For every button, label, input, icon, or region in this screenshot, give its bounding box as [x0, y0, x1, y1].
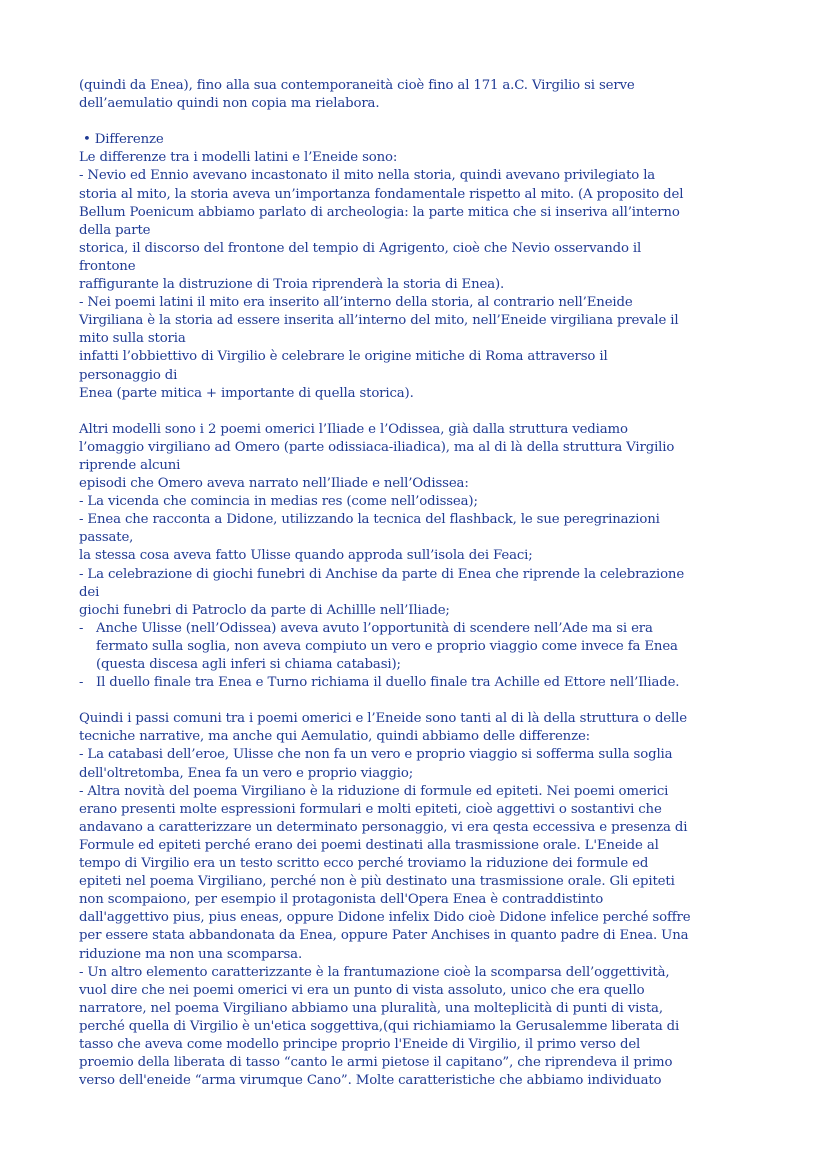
text-line: - Altra novità del poema Virgiliano è la riduzione di formule ed epiteti. Nei poemi omerici	[79, 783, 669, 799]
bullet-label: Differenze	[94, 132, 164, 148]
text-line: Il duello finale tra Enea e Turno richiama il duello finale tra Achille ed Ettore nell’Iliade.	[96, 675, 680, 691]
text-line: riduzione ma non una scomparsa.	[79, 946, 303, 962]
paragraph-intro	[79, 77, 751, 113]
text-line: - Enea che racconta a Didone, utilizzando la tecnica del flashback, le sue peregrinazioni	[79, 512, 660, 528]
dash-marker: -	[79, 675, 84, 691]
text-line: Virgiliana è la storia ad essere inserita all’interno del mito, nell’Eneide virgiliana prevale il	[79, 313, 679, 329]
text-line: della parte	[79, 222, 151, 238]
text-line: infatti l’obbiettivo di Virgilio è celebrare le origine mitiche di Roma attraverso il	[79, 349, 608, 365]
text-line: - La catabasi dell’eroe, Ulisse che non fa un vero e proprio viaggio si sofferma sulla soglia	[79, 747, 673, 763]
text-line: vuol dire che nei poemi omerici vi era un punto di vista assoluto, unico che era quello	[79, 982, 645, 998]
text-line: erano presenti molte espressioni formulari e molti epiteti, cioè aggettivi o sostantivi che	[79, 801, 662, 817]
text-line: riprende alcuni	[79, 457, 181, 473]
bullet-heading	[79, 131, 751, 149]
document-body	[79, 77, 751, 1090]
text-line: dell’aemulatio quindi non copia ma rielabora.	[79, 96, 380, 112]
text-line: - Nevio ed Ennio avevano incastonato il mito nella storia, quindi avevano privilegiato la	[79, 168, 656, 184]
text-line: per essere stata abbandonata da Enea, oppure Pater Anchises in quanto padre di Enea. Una	[79, 928, 689, 944]
blank-line	[79, 403, 751, 421]
text-line: non scompaiono, per esempio il protagonista dell'Opera Enea è contraddistinto	[79, 892, 604, 908]
dash-marker: -	[79, 620, 84, 636]
text-line: storica, il discorso del frontone del tempio di Agrigento, cioè che Nevio osservando il	[79, 240, 642, 256]
text-line: epiteti nel poema Virgiliano, perché non è più destinato una trasmissione orale. Gli epiteti	[79, 874, 675, 890]
text-line: - Un altro elemento caratterizzante è la frantumazione cioè la scomparsa dell’oggettività,	[79, 964, 670, 980]
text-line: storia al mito, la storia aveva un’importanza fondamentale rispetto al mito. (A proposito del	[79, 186, 684, 202]
text-line: dei	[79, 584, 100, 600]
paragraph-differences	[79, 710, 751, 1090]
text-line: narratore, nel poema Virgiliano abbiamo una pluralità, una molteplicità di punti di vista,	[79, 1000, 663, 1016]
text-line: episodi che Omero aveva narrato nell’Iliade e nell’Odissea:	[79, 476, 469, 492]
text-line: Le differenze tra i modelli latini e l’Eneide sono:	[79, 150, 398, 166]
text-line: fermato sulla soglia, non aveva compiuto un vero e proprio viaggio come invece fa Enea	[96, 638, 678, 654]
list-item	[79, 674, 751, 692]
paragraph-homeric-models	[79, 421, 751, 620]
text-line: andavano a caratterizzare un determinato personaggio, vi era qesta eccessiva e presenza di	[79, 819, 688, 835]
text-line: proemio della liberata di tasso “canto le armi pietose il capitano”, che riprendeva il primo	[79, 1055, 673, 1071]
text-line: Enea (parte mitica + importante di quella storica).	[79, 385, 414, 401]
bullet-symbol: •	[83, 132, 91, 148]
text-line: Bellum Poenicum abbiamo parlato di archeologia: la parte mitica che si inseriva all’interno	[79, 204, 680, 220]
text-line: giochi funebri di Patroclo da parte di Achillle nell’Iliade;	[79, 602, 450, 618]
text-line: l’omaggio virgiliano ad Omero (parte odissiaca-iliadica), ma al di là della struttura Virgilio	[79, 439, 675, 455]
text-line: la stessa cosa aveva fatto Ulisse quando approda sull’isola dei Feaci;	[79, 548, 533, 564]
text-line: mito sulla storia	[79, 331, 186, 347]
text-line: - La celebrazione di giochi funebri di Anchise da parte di Enea che riprende la celebrazione	[79, 566, 685, 582]
blank-line	[79, 692, 751, 710]
text-line: verso dell'eneide “arma virumque Cano”. Molte caratteristiche che abbiamo individuato	[79, 1073, 662, 1089]
text-line: tempo di Virgilio era un testo scritto ecco perché troviamo la riduzione dei formule ed	[79, 856, 649, 872]
text-line: Altri modelli sono i 2 poemi omerici l’Iliade e l’Odissea, già dalla struttura vediamo	[79, 421, 628, 437]
text-line: perché quella di Virgilio è un'etica soggettiva,(qui richiamiamo la Gerusalemme liberata di	[79, 1018, 680, 1034]
text-line: passate,	[79, 530, 134, 546]
list-item	[79, 620, 751, 674]
text-line: - Nei poemi latini il mito era inserito all’interno della storia, al contrario nell’Eneide	[79, 295, 633, 311]
text-line: Quindi i passi comuni tra i poemi omerici e l’Eneide sono tanti al di là della struttura o delle	[79, 711, 687, 727]
text-line: Formule ed epiteti perché erano dei poemi destinati alla trasmissione orale. L'Eneide al	[79, 837, 659, 853]
text-line: (questa discesa agli inferi si chiama catabasi);	[96, 657, 401, 672]
text-line: personaggio di	[79, 367, 178, 383]
text-line: - La vicenda che comincia in medias res (come nell’odissea);	[79, 494, 478, 510]
text-line: dell'oltretomba, Enea fa un vero e proprio viaggio;	[79, 765, 414, 781]
blank-line	[79, 113, 751, 131]
paragraph-latin-models	[79, 149, 751, 402]
text-line: frontone	[79, 258, 136, 274]
text-line: raffigurante la distruzione di Troia riprenderà la storia di Enea).	[79, 277, 505, 293]
text-line: Anche Ulisse (nell’Odissea) aveva avuto l’opportunità di scendere nell’Ade ma si era	[96, 620, 653, 636]
text-line: tasso che aveva come modello principe proprio l'Eneide di Virgilio, il primo verso del	[79, 1036, 641, 1052]
text-line: dall'aggettivo pius, pius eneas, oppure Didone infelix Dido cioè Didone infelice perché soffre	[79, 910, 691, 926]
text-line: tecniche narrative, ma anche qui Aemulatio, quindi abbiamo delle differenze:	[79, 729, 590, 745]
text-line: (quindi da Enea), fino alla sua contemporaneità cioè fino al 171 a.C. Virgilio si serve	[79, 78, 635, 93]
